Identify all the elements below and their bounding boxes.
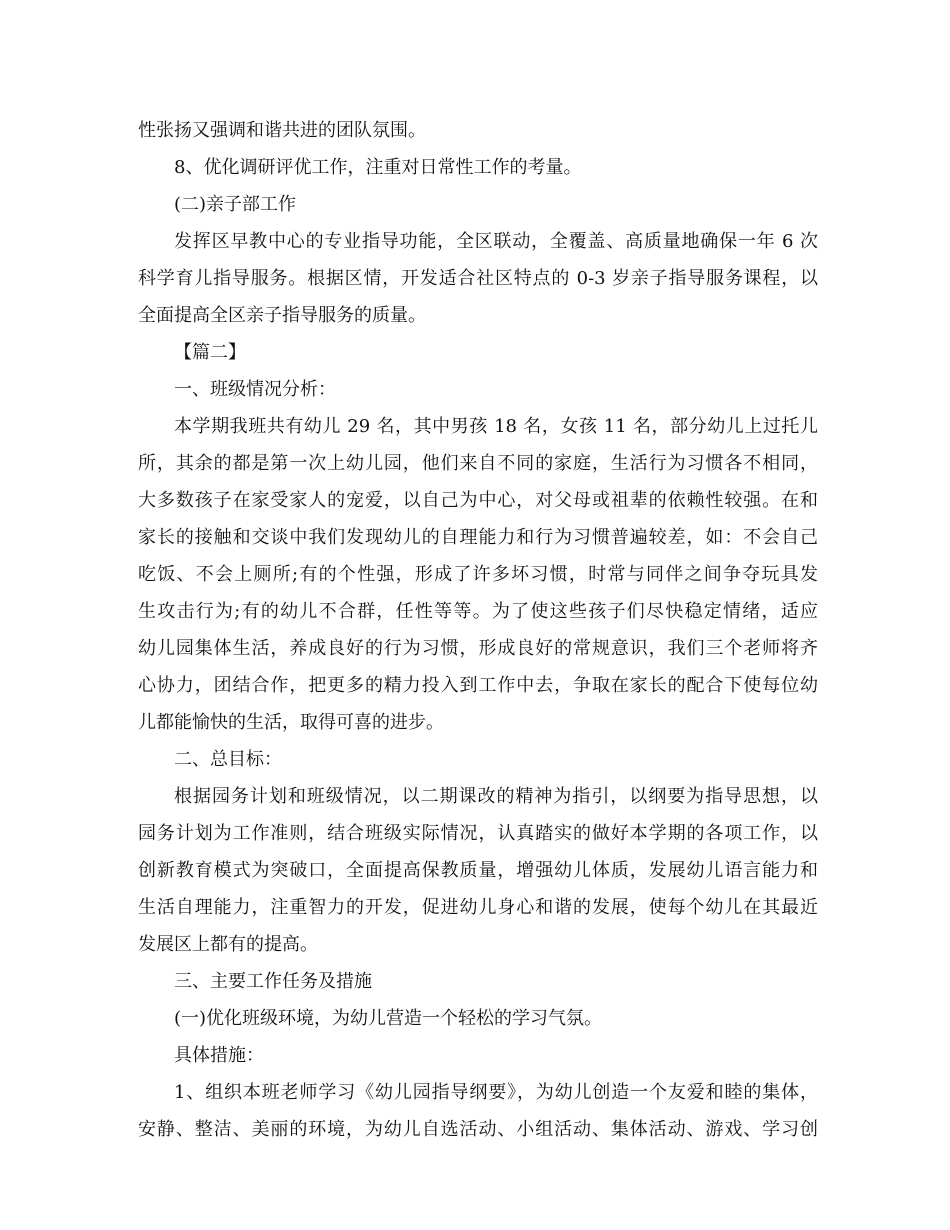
section-heading: (二)亲子部工作 [174, 194, 297, 215]
paragraph-line: 大多数孩子在家受家人的宠爱，以自己为中心，对父母或祖辈的依赖性较强。在和 [138, 490, 818, 511]
list-item: 1、组织本班老师学习《幼儿园指导纲要》，为幼儿创造一个友爱和睦的集体， [174, 1082, 818, 1103]
section-heading: 二、总目标： [174, 749, 282, 770]
paragraph-line: 吃饭、不会上厕所;有的个性强，形成了许多坏习惯，时常与同伴之间争夺玩具发 [138, 564, 818, 585]
subsection-heading: (一)优化班级环境，为幼儿营造一个轻松的学习气氛。 [174, 1008, 603, 1029]
paragraph-line: 幼儿园集体生活，养成良好的行为习惯，形成良好的常规意识，我们三个老师将齐 [138, 638, 818, 659]
section-heading: 一、班级情况分析： [174, 379, 336, 400]
paragraph-line: 本学期我班共有幼儿 29 名，其中男孩 18 名，女孩 11 名，部分幼儿上过托儿 [174, 416, 818, 437]
paragraph-line: 全面提高全区亲子指导服务的质量。 [138, 305, 426, 326]
text-line: 性张扬又强调和谐共进的团队氛围。 [138, 120, 426, 141]
paragraph-line: 创新教育模式为突破口，全面提高保教质量，增强幼儿体质，发展幼儿语言能力和 [138, 860, 818, 881]
paragraph-line: 生活自理能力，注重智力的开发，促进幼儿身心和谐的发展，使每个幼儿在其最近 [138, 897, 818, 918]
list-item: 8、优化调研评优工作，注重对日常性工作的考量。 [174, 157, 582, 178]
paragraph-line: 发展区上都有的提高。 [138, 934, 318, 955]
paragraph-line: 家长的接触和交谈中我们发现幼儿的自理能力和行为习惯普遍较差，如：不会自己 [138, 527, 818, 548]
document-body [138, 116, 818, 1145]
paragraph-line: 发挥区早教中心的专业指导功能，全区联动，全覆盖、高质量地确保一年 6 次 [174, 231, 818, 252]
section-heading: 三、主要工作任务及措施 [174, 971, 372, 992]
part-heading: 【篇二】 [174, 342, 246, 363]
paragraph-line: 生攻击行为;有的幼儿不合群，任性等等。为了使这些孩子们尽快稳定情绪，适应 [138, 601, 818, 622]
paragraph-line: 心协力，团结合作，把更多的精力投入到工作中去，争取在家长的配合下使每位幼 [138, 675, 818, 696]
paragraph-line: 安静、整洁、美丽的环境，为幼儿自选活动、小组活动、集体活动、游戏、学习创 [138, 1119, 818, 1140]
subsection-heading: 具体措施： [174, 1045, 264, 1066]
paragraph-line: 园务计划为工作准则，结合班级实际情况，认真踏实的做好本学期的各项工作，以 [138, 823, 818, 844]
paragraph-line: 所，其余的都是第一次上幼儿园，他们来自不同的家庭，生活行为习惯各不相同， [138, 453, 818, 474]
paragraph-line: 儿都能愉快的生活，取得可喜的进步。 [138, 712, 444, 733]
paragraph-line: 根据园务计划和班级情况，以二期课改的精神为指引，以纲要为指导思想，以 [174, 786, 818, 807]
paragraph-line: 科学育儿指导服务。根据区情，开发适合社区特点的 0-3 岁亲子指导服务课程，以 [138, 268, 818, 289]
